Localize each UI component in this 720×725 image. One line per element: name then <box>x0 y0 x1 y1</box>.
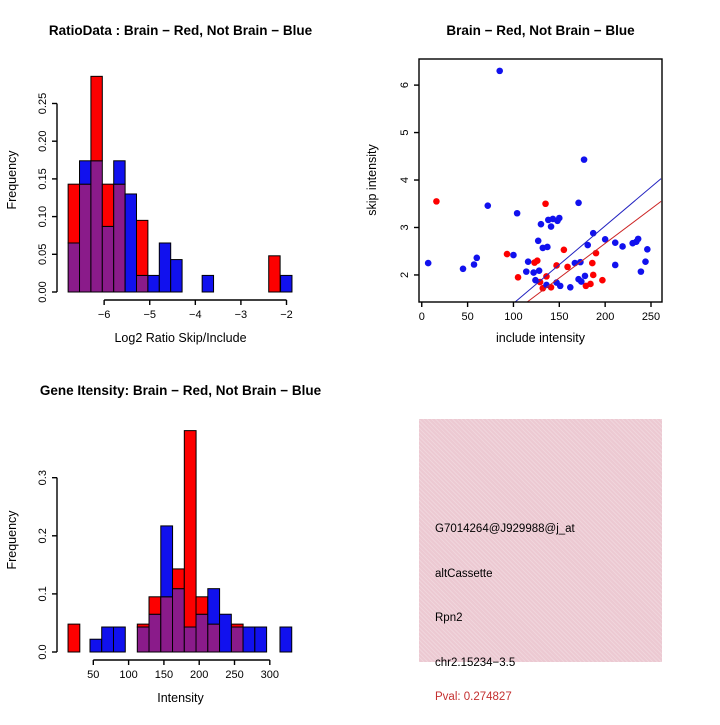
y-tick-label: 0.20 <box>37 130 49 152</box>
y-axis-label: Frequency <box>5 150 19 210</box>
scatter-point-blue <box>535 237 542 244</box>
y-tick-label: 0.25 <box>37 92 49 115</box>
hist-bar <box>68 184 79 243</box>
y-tick-label: 0.00 <box>37 281 49 303</box>
panel-info <box>360 360 720 720</box>
fit-line-red <box>527 201 661 302</box>
scatter-point-red <box>561 246 568 253</box>
hist-bar <box>114 161 125 184</box>
panel-hist-intensity <box>0 360 360 720</box>
y-tick-label: 6 <box>399 82 411 89</box>
hist-bar <box>90 639 102 652</box>
y-tick-label: 4 <box>399 176 411 184</box>
x-tick-label: 250 <box>641 311 661 323</box>
scatter-point-blue <box>581 156 588 163</box>
panel-hist-ratio <box>0 0 360 360</box>
y-tick-label: 0.15 <box>37 168 49 190</box>
x-tick-label: −3 <box>234 309 248 321</box>
scatter-point-blue <box>575 200 582 207</box>
hist-bar-overlap <box>231 627 243 652</box>
hist-intensity-chart <box>0 360 360 720</box>
hist-bar <box>161 526 173 597</box>
x-tick-label: 200 <box>190 669 209 681</box>
info-locus: chr2.15234−3.5 <box>435 657 516 669</box>
scatter-point-blue <box>460 265 467 272</box>
x-tick-label: 50 <box>461 311 474 323</box>
chart-title: Brain − Red, Not Brain − Blue <box>446 23 635 38</box>
hist-bar <box>91 76 102 160</box>
hist-bar-overlap <box>208 624 220 652</box>
scatter-point-blue <box>548 223 555 230</box>
y-tick-label: 0.2 <box>37 528 49 544</box>
hist-bar <box>148 275 159 292</box>
hist-bar-overlap <box>137 275 148 292</box>
x-tick-label: −6 <box>97 309 111 321</box>
hist-bar <box>196 597 208 614</box>
scatter-point-red <box>599 277 606 284</box>
hist-bar-overlap <box>196 614 208 652</box>
scatter-point-blue <box>536 267 543 274</box>
x-tick-label: −5 <box>143 309 156 321</box>
x-tick-label: 200 <box>595 311 615 323</box>
hist-bar <box>280 627 292 652</box>
x-tick-label: 150 <box>550 311 569 323</box>
hist-bar <box>102 184 113 226</box>
hist-bar <box>281 275 292 292</box>
hist-bar <box>220 614 232 652</box>
hist-bar <box>159 243 170 292</box>
info-gene-name: Rpn2 <box>435 612 463 624</box>
y-tick-label: 0.10 <box>37 205 49 228</box>
hist-bar <box>184 431 196 627</box>
y-tick-label: 0.05 <box>37 243 49 266</box>
x-tick-label: 0 <box>418 311 425 323</box>
hist-bar-overlap <box>114 184 125 292</box>
scatter-point-red <box>564 264 571 271</box>
y-tick-label: 0.0 <box>37 644 49 660</box>
hist-bar-overlap <box>161 597 173 652</box>
y-tick-label: 3 <box>399 224 411 231</box>
hist-bar-overlap <box>68 243 79 292</box>
panel-scatter <box>360 0 720 360</box>
scatter-chart <box>360 0 720 360</box>
hist-bar <box>68 624 80 652</box>
scatter-point-red <box>433 198 440 205</box>
y-tick-label: 0.1 <box>37 586 49 602</box>
scatter-point-blue <box>567 284 574 291</box>
hist-bar <box>125 194 136 292</box>
scatter-point-blue <box>471 261 478 268</box>
chart-title: Gene Itensity: Brain − Red, Not Brain − Blue <box>39 383 322 398</box>
scatter-point-red <box>515 274 522 281</box>
info-box <box>419 419 662 703</box>
hist-bar <box>255 627 267 652</box>
scatter-point-blue <box>578 278 585 285</box>
hist-bar <box>114 627 126 652</box>
hist-bar <box>149 597 161 614</box>
hist-ratio-chart <box>0 0 360 360</box>
scatter-point-blue <box>525 258 532 265</box>
x-tick-label: −2 <box>280 309 293 321</box>
scatter-point-blue <box>572 260 579 267</box>
scatter-point-red <box>504 251 511 258</box>
hist-bar <box>171 260 182 292</box>
y-tick-label: 2 <box>399 271 411 279</box>
scatter-point-blue <box>642 258 649 265</box>
hist-bar-overlap <box>80 184 91 292</box>
scatter-point-blue <box>496 68 503 75</box>
scatter-point-blue <box>484 202 491 209</box>
scatter-point-blue <box>544 244 551 251</box>
x-tick-label: 250 <box>225 669 244 681</box>
x-axis-label: Intensity <box>157 691 204 705</box>
info-probe-id: G7014264@J929988@j_at <box>435 523 575 535</box>
scatter-point-blue <box>644 246 651 253</box>
scatter-point-blue <box>635 236 642 243</box>
hist-bar <box>102 627 114 652</box>
x-tick-label: 300 <box>260 669 279 681</box>
hist-bar-overlap <box>149 614 161 652</box>
x-axis-label: include intensity <box>496 331 585 345</box>
hist-bar <box>243 627 255 652</box>
info-pvalue: Pval: 0.274827 <box>435 691 512 703</box>
hist-bar <box>137 624 149 627</box>
plot-border <box>419 59 662 302</box>
info-event-type: altCassette <box>435 568 493 580</box>
y-tick-label: 0.3 <box>37 470 49 486</box>
scatter-point-red <box>587 281 594 288</box>
scatter-point-blue <box>425 260 432 267</box>
hist-bar-overlap <box>102 226 113 292</box>
scatter-point-blue <box>523 268 530 275</box>
hist-bar <box>137 220 148 275</box>
scatter-point-red <box>590 272 597 279</box>
hist-bar-overlap <box>173 589 185 652</box>
hist-bar-overlap <box>184 627 196 652</box>
x-tick-label: 100 <box>504 311 523 323</box>
hist-bar <box>173 569 185 589</box>
scatter-point-blue <box>638 268 645 275</box>
x-tick-label: 100 <box>119 669 138 681</box>
scatter-point-red <box>534 257 541 264</box>
y-axis-label: skip intensity <box>365 144 379 216</box>
hist-bar-overlap <box>91 161 102 292</box>
scatter-point-blue <box>556 215 563 222</box>
y-tick-label: 5 <box>399 129 411 136</box>
x-axis-label: Log2 Ratio Skip/Include <box>114 331 247 345</box>
scatter-point-blue <box>612 239 619 246</box>
scatter-point-blue <box>514 210 521 217</box>
hist-bar <box>208 589 220 624</box>
hist-bar <box>202 275 213 292</box>
scatter-point-blue <box>510 252 517 259</box>
scatter-point-blue <box>612 262 619 269</box>
scatter-point-red <box>542 200 549 207</box>
scatter-point-red <box>589 260 596 267</box>
x-tick-label: −4 <box>189 309 202 321</box>
chart-title: RatioData : Brain − Red, Not Brain − Blue <box>48 23 313 38</box>
hist-bar <box>269 256 280 292</box>
scatter-point-blue <box>582 273 589 280</box>
scatter-point-blue <box>619 243 626 250</box>
hist-bar-overlap <box>137 627 149 652</box>
y-axis-label: Frequency <box>5 510 19 570</box>
hist-bar <box>231 624 243 627</box>
scatter-point-blue <box>557 283 564 290</box>
scatter-point-blue <box>538 221 545 228</box>
scatter-point-blue <box>473 255 480 262</box>
x-tick-label: 50 <box>87 669 100 681</box>
x-tick-label: 150 <box>154 669 174 681</box>
hist-bar <box>80 161 91 184</box>
